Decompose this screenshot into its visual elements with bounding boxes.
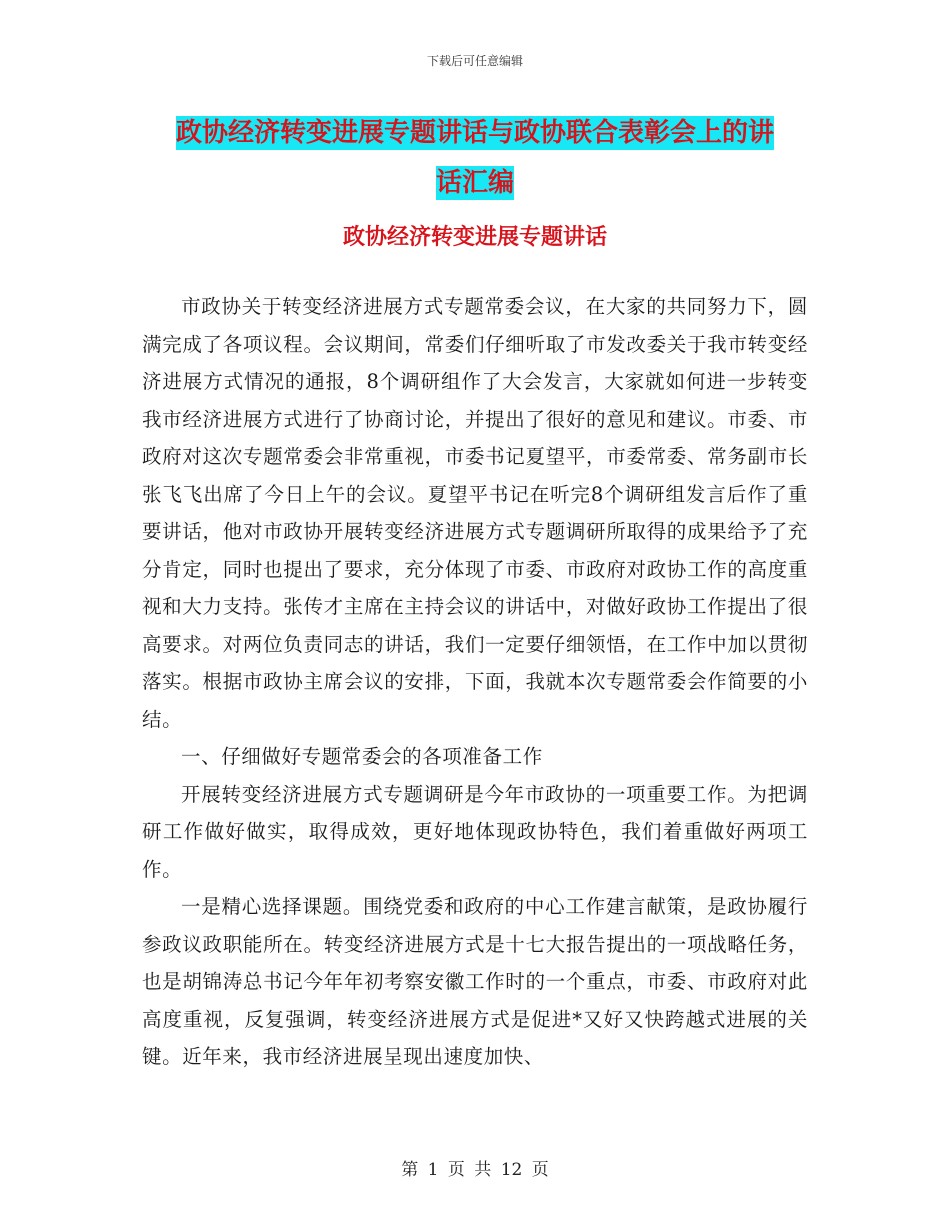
paragraph: 一、仔细做好专题常委会的各项准备工作	[181, 745, 543, 768]
header-note: 下载后可任意编辑	[426, 54, 523, 68]
paragraph: 市政协关于转变经济进展方式专题常委会议，在大家的共同努力下，圆满完成了各项议程。会议期间，常委们仔细听取了市发改委关于我市转变经济进展方式情况的通报，8个调研组作了大会发言，大家就如何进一步转变我市经济进展方式进行了协商讨论，并提出了很好的意见和建议。市委、市政府对这次专题常委会非常重视，市委书记夏望平，市委常委、常务副市长张飞飞出席了今日上午的会议。夏望平书记在听完8个调研组发言后作了重要讲话，他对市政协开展转变经济进展方式专题调研所取得的成果给予了充分肯定，同时也提出了要求，充分体现了市委、市政府对政协工作的高度重视和大力支持。张传才主席在主持会议的讲话中，对做好政协工作提出了很高要求。对两位负责同志的讲话，我们一定要仔细领悟，在工作中加以贯彻落实。根据市政协主席会议的安排，下面，我就本次专题常委会作简要的小结。	[142, 295, 808, 731]
document-title	[150, 108, 800, 208]
page-footer: 第 1 页 共 12 页	[401, 1160, 549, 1180]
paragraph: 一是精心选择课题。围绕党委和政府的中心工作建言献策，是政协履行参政议政职能所在。转变经济进展方式是十七大报告提出的一项战略任务，也是胡锦涛总书记今年年初考察安徽工作时的一个重点，市委、市政府对此高度重视，反复强调，转变经济进展方式是促进*又好又快跨越式进展的关键。近年来，我市经济进展呈现出速度加快、	[142, 895, 808, 1068]
body-content	[142, 288, 808, 1076]
paragraph: 开展转变经济进展方式专题调研是今年市政协的一项重要工作。为把调研工作做好做实，取得成效，更好地体现政协特色，我们着重做好两项工作。	[142, 782, 808, 881]
section-title: 政协经济转变进展专题讲话	[342, 224, 607, 250]
document-title-line-1: 政协经济转变进展专题讲话与政协联合表彰会上的讲	[175, 118, 774, 148]
document-title-line-2: 话汇编	[435, 168, 514, 198]
